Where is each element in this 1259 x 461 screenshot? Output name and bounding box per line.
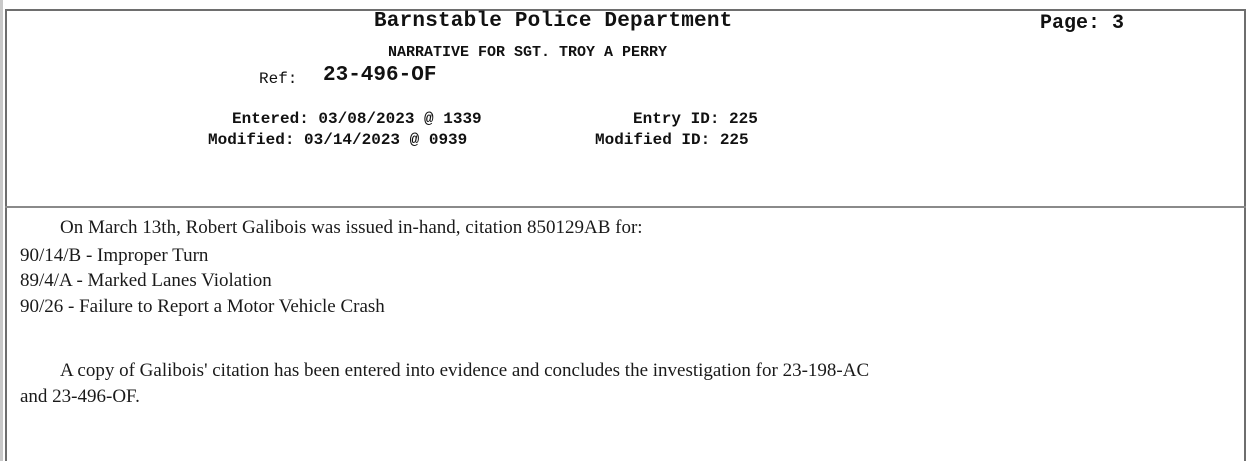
modified-timestamp: Modified: 03/14/2023 @ 0939 <box>208 131 468 149</box>
narrative-line: 90/14/B - Improper Turn <box>20 245 209 266</box>
page-number: Page: 3 <box>1040 12 1125 35</box>
department-title: Barnstable Police Department <box>374 10 733 33</box>
narrative-line: On March 13th, Robert Galibois was issued in-hand, citation 850129AB for: <box>60 217 643 238</box>
ref-number: 23-496-OF <box>323 64 437 87</box>
entered-timestamp: Entered: 03/08/2023 @ 1339 <box>232 110 482 128</box>
narrative-line: and 23-496-OF. <box>20 386 140 407</box>
ref-label: Ref: <box>259 70 298 88</box>
page-edge-rule <box>0 0 3 461</box>
narrative-line: 89/4/A - Marked Lanes Violation <box>20 270 272 291</box>
narrative-line: 90/26 - Failure to Report a Motor Vehicle Crash <box>20 296 385 317</box>
narrative-line: A copy of Galibois' citation has been entered into evidence and concludes the investigation for 23-198-AC <box>60 360 870 381</box>
narrative-title: NARRATIVE FOR SGT. TROY A PERRY <box>388 44 668 61</box>
entry-id: Entry ID: 225 <box>633 110 758 128</box>
header-divider <box>5 206 1246 208</box>
modified-id: Modified ID: 225 <box>595 131 749 149</box>
